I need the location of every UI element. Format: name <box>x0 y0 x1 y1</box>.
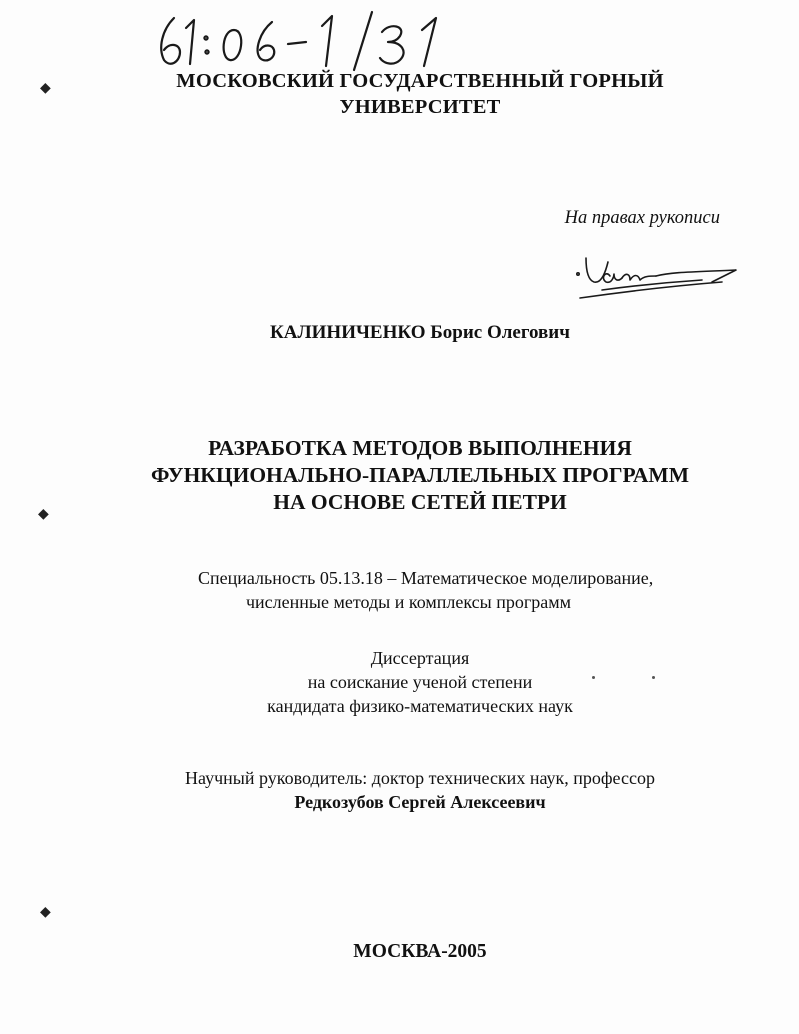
scan-artifact-mark: ◆ <box>40 904 51 920</box>
handwritten-archive-code <box>150 8 480 72</box>
degree-line-2: на соискание ученой степени <box>307 672 533 692</box>
author-signature <box>572 252 742 308</box>
scan-speck <box>592 676 595 679</box>
author-surname: КАЛИНИЧЕНКО <box>270 322 426 343</box>
degree-line-1: Диссертация <box>370 648 470 668</box>
title-line-1: РАЗРАБОТКА МЕТОДОВ ВЫПОЛНЕНИЯ <box>208 436 632 460</box>
scan-artifact-mark: ◆ <box>38 506 49 522</box>
specialty-line-1: Специальность 05.13.18 – Математическое моделирование, <box>198 568 654 588</box>
title-line-2: ФУНКЦИОНАЛЬНО-ПАРАЛЛЕЛЬНЫХ ПРОГРАММ <box>150 463 690 487</box>
title-line-3: НА ОСНОВЕ СЕТЕЙ ПЕТРИ <box>273 490 567 514</box>
manuscript-rights-note: На правах рукописи <box>564 208 720 228</box>
city-and-year: МОСКВА-2005 <box>353 941 487 962</box>
author-given-names: Борис Олегович <box>430 322 570 343</box>
dissertation-title <box>90 435 750 516</box>
degree-line-3: кандидата физико-математических наук <box>267 696 573 716</box>
scientific-advisor <box>120 766 720 814</box>
university-name <box>100 68 740 120</box>
author-name <box>170 322 670 344</box>
university-line-2: УНИВЕРСИТЕТ <box>339 96 501 118</box>
scan-speck <box>652 676 655 679</box>
advisor-name: Редкозубов Сергей Алексеевич <box>294 792 546 812</box>
university-line-1: МОСКОВСКИЙ ГОСУДАРСТВЕННЫЙ ГОРНЫЙ <box>176 70 664 92</box>
degree-statement <box>200 646 640 718</box>
specialty-line-2: численные методы и комплексы программ <box>246 592 572 612</box>
scan-artifact-mark: ◆ <box>40 80 51 96</box>
advisor-credentials: Научный руководитель: доктор технических наук, профессор <box>185 768 655 788</box>
